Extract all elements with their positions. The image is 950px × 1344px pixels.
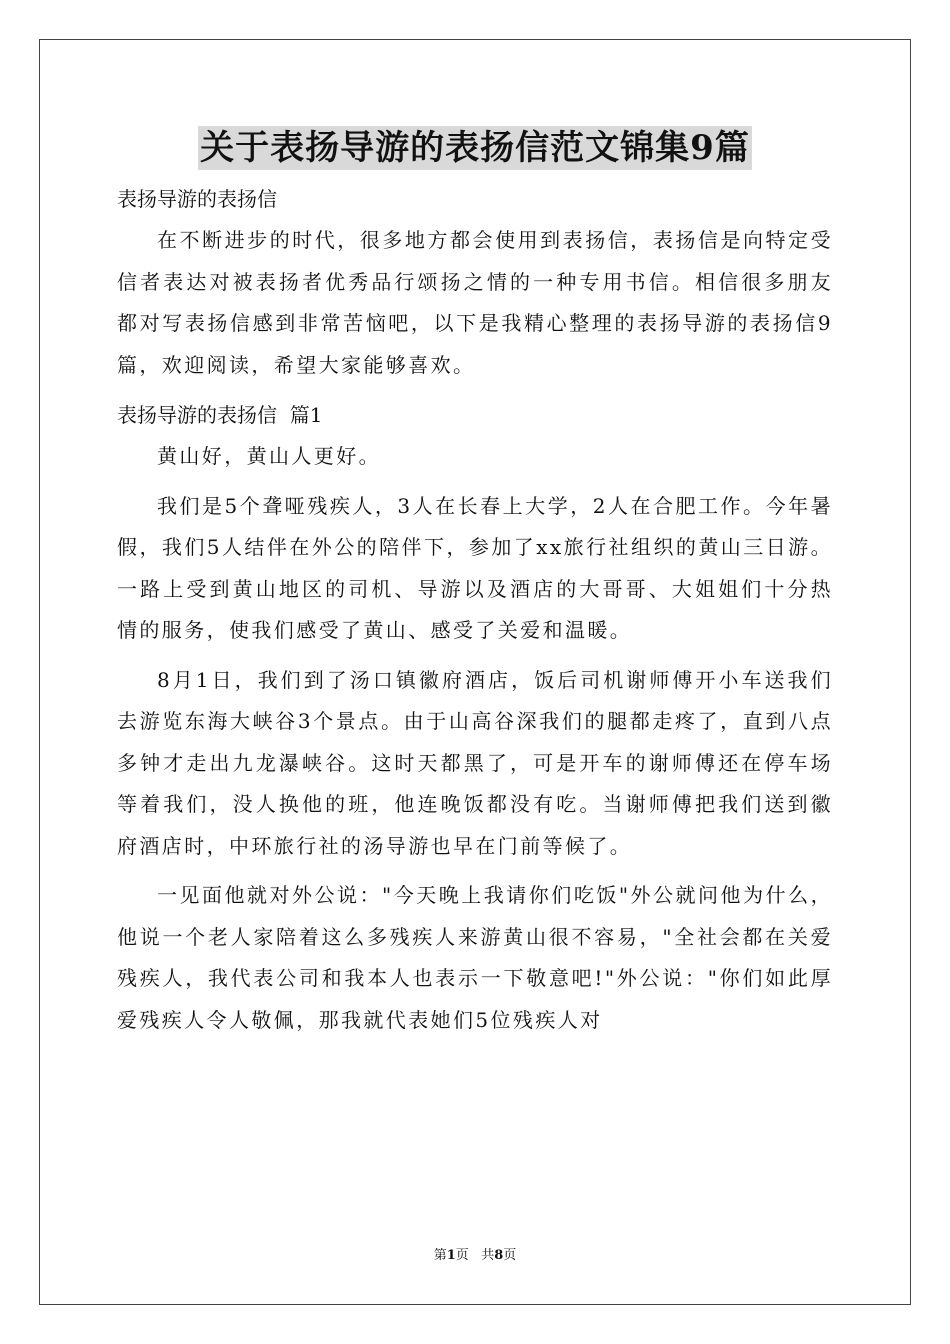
page-prefix: 第 (433, 1248, 447, 1263)
page-number: 1 (446, 1248, 456, 1263)
total-suffix: 页 (503, 1248, 517, 1263)
body-paragraph: 8月1日，我们到了汤口镇徽府酒店，饭后司机谢师傅开小车送我们去游览东海大峡谷3个景点。由于山高谷深我们的腿都走疼了，直到八点多钟才走出九龙瀑峡谷。这时天都黑了，可是开车的谢师傅还在停车场等着我们，没人换他的班，他连晚饭都没有吃。当谢师傅把我们送到徽府酒店时，中环旅行社的汤导游也早在门前等候了。 (117, 667, 833, 858)
page-footer (0, 1244, 950, 1263)
section-heading: 表扬导游的表扬信 篇1 (117, 403, 323, 427)
body-paragraph: 一见面他就对外公说："今天晚上我请你们吃饭"外公就问他为什么，他说一个老人家陪着这么多残疾人来游黄山很不容易，"全社会都在关爱残疾人，我代表公司和我本人也表示一下敬意吧!"外公说："你们如此厚爱残疾人令人敬佩，那我就代表她们5位残疾人对 (117, 883, 833, 1032)
total-prefix: 共 (481, 1248, 495, 1263)
total-pages: 8 (494, 1248, 504, 1263)
body-paragraph: 我们是5个聋哑残疾人，3人在长春上大学，2人在合肥工作。今年暑假，我们5人结伴在外公的陪伴下，参加了xx旅行社组织的黄山三日游。一路上受到黄山地区的司机、导游以及酒店的大哥哥、大姐姐们十分热情的服务，使我们感受了黄山、感受了关爱和温暖。 (117, 493, 833, 642)
document-title: 关于表扬导游的表扬信范文锦集9篇 (200, 128, 750, 168)
intro-heading: 表扬导游的表扬信 (117, 187, 277, 211)
title-container (0, 126, 950, 170)
body-paragraph: 黄山好，黄山人更好。 (157, 444, 381, 468)
intro-paragraph: 在不断进步的时代，很多地方都会使用到表扬信，表扬信是向特定受信者表达对被表扬者优秀品行颂扬之情的一种专用书信。相信很多朋友都对写表扬信感到非常苦恼吧，以下是我精心整理的表扬导游的表扬信9篇，欢迎阅读，希望大家能够喜欢。 (117, 228, 833, 377)
document-body (117, 178, 833, 1049)
page-suffix: 页 (455, 1248, 469, 1263)
